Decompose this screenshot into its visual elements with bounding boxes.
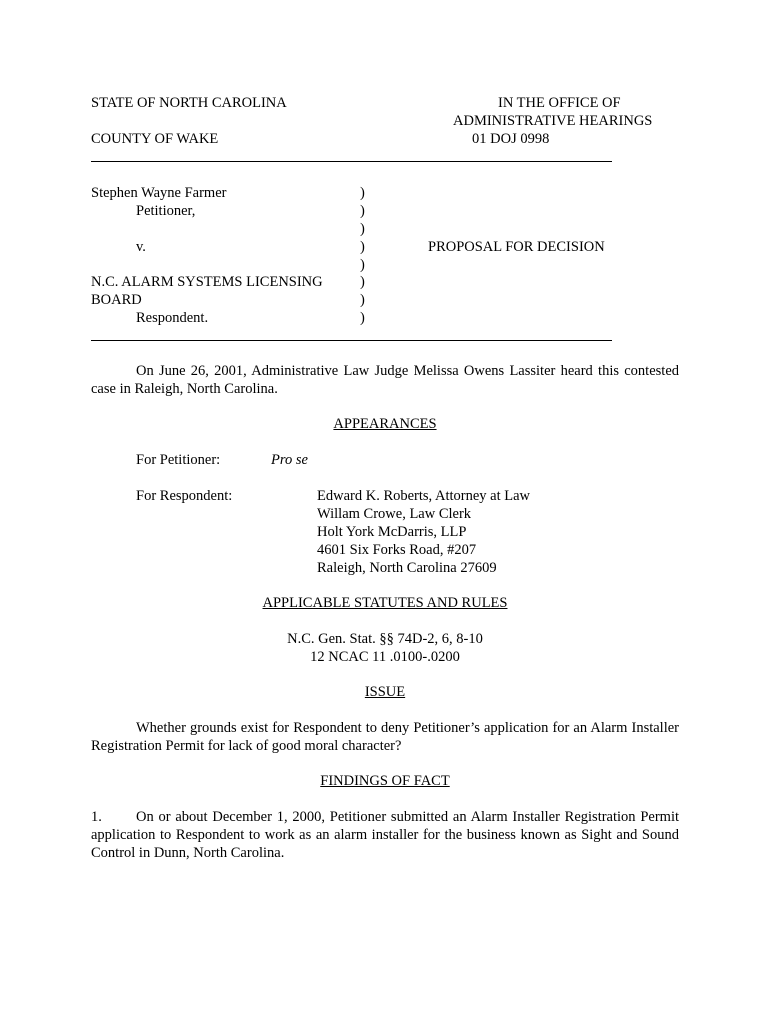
county-name: COUNTY OF WAKE	[91, 131, 219, 147]
case-number: 01 DOJ 0998	[472, 131, 550, 147]
caption-paren: )	[360, 274, 365, 290]
counsel-line: Holt York McDarris, LLP	[317, 524, 467, 540]
caption-paren: )	[360, 185, 365, 201]
findings-heading: FINDINGS OF FACT	[320, 773, 450, 789]
finding-paragraph	[91, 808, 679, 862]
petitioner-appearance-label: For Petitioner:	[136, 452, 221, 468]
caption-paren: )	[360, 203, 365, 219]
header-rule	[91, 161, 612, 162]
respondent-appearance-label: For Respondent:	[136, 488, 233, 504]
state-name: STATE OF NORTH CAROLINA	[91, 95, 287, 111]
intro-paragraph	[91, 362, 679, 398]
statute-line: 12 NCAC 11 .0100-.0200	[310, 649, 460, 665]
counsel-line: Willam Crowe, Law Clerk	[317, 506, 472, 522]
respondent-name-line-1: N.C. ALARM SYSTEMS LICENSING	[91, 274, 323, 290]
caption-rule	[91, 340, 612, 341]
finding-number: 1.	[91, 809, 102, 825]
respondent-label: Respondent.	[136, 310, 209, 326]
finding-text: On or about December 1, 2000, Petitioner submitted an Alarm Installer Registration Permit application to Respondent to work as an alarm installer for the business known as Sight and Sound Control in Dunn, North Carolina.	[91, 809, 679, 861]
petitioner-name: Stephen Wayne Farmer	[91, 185, 227, 201]
respondent-counsel-block	[317, 487, 530, 577]
caption-paren: )	[360, 310, 365, 326]
caption-paren: )	[360, 239, 365, 255]
office-line-2: ADMINISTRATIVE HEARINGS	[453, 113, 653, 129]
versus: v.	[136, 239, 146, 255]
issue-paragraph	[91, 719, 679, 755]
counsel-line: Edward K. Roberts, Attorney at Law	[317, 488, 531, 504]
petitioner-appearance-value: Pro se	[271, 452, 308, 468]
caption-paren: )	[360, 221, 365, 237]
counsel-line: Raleigh, North Carolina 27609	[317, 560, 497, 576]
petitioner-label: Petitioner,	[136, 203, 196, 219]
respondent-name-line-2: BOARD	[91, 292, 142, 308]
issue-text: Whether grounds exist for Respondent to deny Petitioner’s application for an Alarm Installer Registration Permit for lack of good moral character?	[91, 720, 679, 754]
caption-paren: )	[360, 292, 365, 308]
caption-paren: )	[360, 257, 365, 273]
statutes-heading: APPLICABLE STATUTES AND RULES	[262, 595, 508, 611]
counsel-line: 4601 Six Forks Road, #207	[317, 542, 477, 558]
document-title: PROPOSAL FOR DECISION	[428, 239, 605, 255]
issue-heading: ISSUE	[364, 684, 406, 700]
office-line-1: IN THE OFFICE OF	[498, 95, 621, 111]
appearances-heading: APPEARANCES	[333, 416, 437, 432]
intro-text: On June 26, 2001, Administrative Law Judge Melissa Owens Lassiter heard this contested case in Raleigh, North Carolina.	[91, 363, 679, 397]
statute-line: N.C. Gen. Stat. §§ 74D-2, 6, 8-10	[287, 631, 483, 647]
